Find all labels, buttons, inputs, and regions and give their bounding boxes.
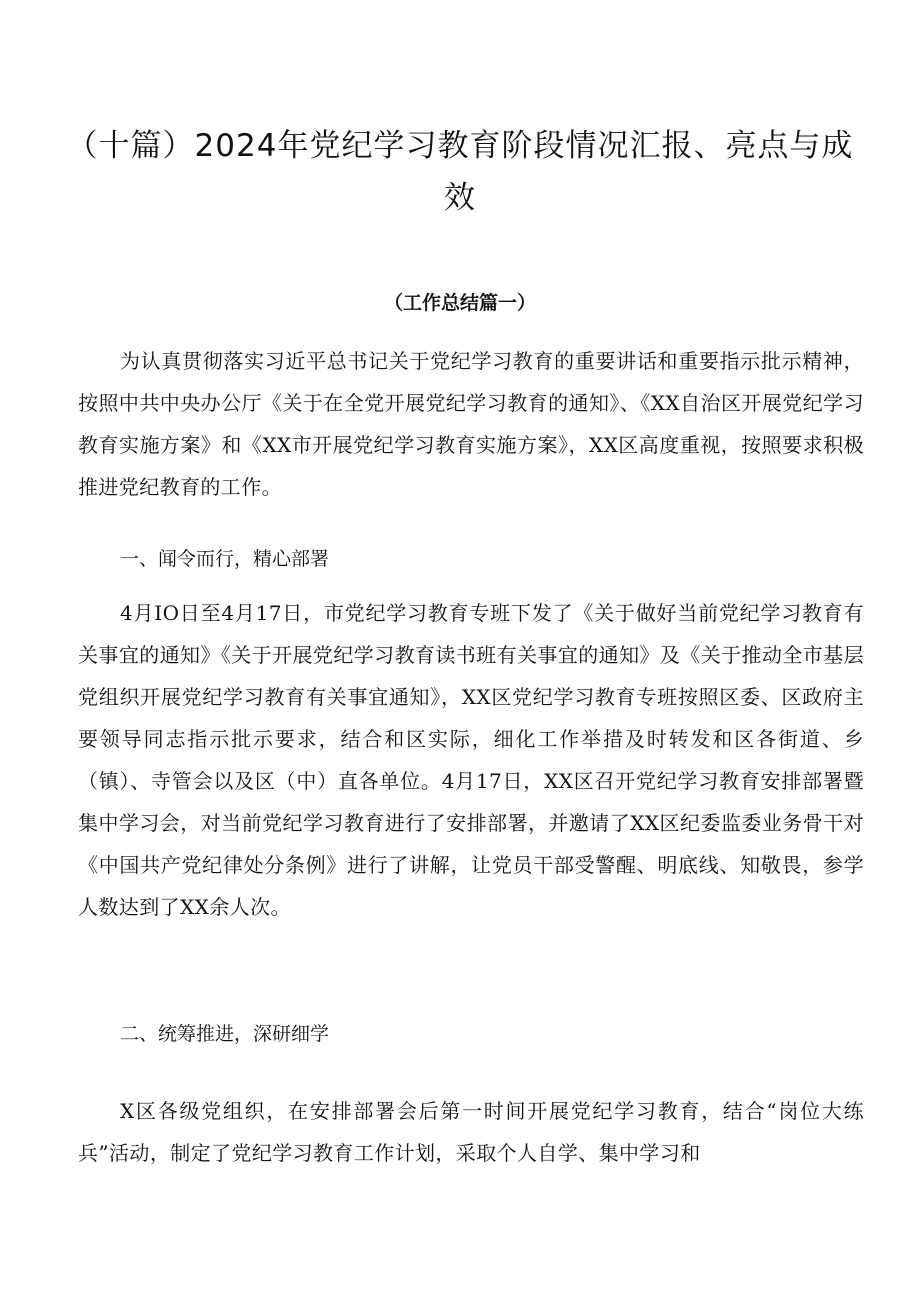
section-2-paragraph: X区各级党组织，在安排部署会后第一时间开展党纪学习教育，结合“岗位大练兵”活动，制定了党纪学习教育工作计划，采取个人自学、集中学习和 — [78, 1099, 864, 1165]
section-heading-2: 二、统筹推进，深研细学 — [120, 1023, 330, 1045]
intro-paragraph: 为认真贯彻落实习近平总书记关于党纪学习教育的重要讲话和重要指示批示精神，按照中共中央办公厅《关于在全党开展党纪学习教育的通知》、《XX自治区开展党纪学习教育实施方案》和《XX市开展党纪学习教育实施方案》，XX区高度重视，按照要求积极推进党纪教育的工作。 — [78, 349, 864, 499]
section-1-paragraph: 4月IO日至4月17日，市党纪学习教育专班下发了《关于做好当前党纪学习教育有关事宜的通知》《关于开展党纪学习教育读书班有关事宜的通知》及《关于推动全市基层党组织开展党纪学习教育有关事宜通知》，XX区党纪学习教育专班按照区委、区政府主要领导同志指示批示要求，结合和区实际，细化工作举措及时转发和区各街道、乡（镇）、寺管会以及区（中）直各单位。4月17日，XX区召开党纪学习教育安排部署暨集中学习会，对当前党纪学习教育进行了安排部署，并邀请了XX区纪委监委业务骨干对《中国共产党纪律处分条例》进行了讲解，让党员干部受警醒、明底线、知敬畏，参学人数达到了XX余人次。 — [78, 601, 864, 919]
document-subtitle: （工作总结篇一） — [383, 292, 536, 314]
section-heading-1: 一、闻令而行，精心部署 — [120, 548, 330, 570]
document-title: （十篇）2024年党纪学习教育阶段情况汇报、亮点与成效 — [66, 128, 854, 216]
